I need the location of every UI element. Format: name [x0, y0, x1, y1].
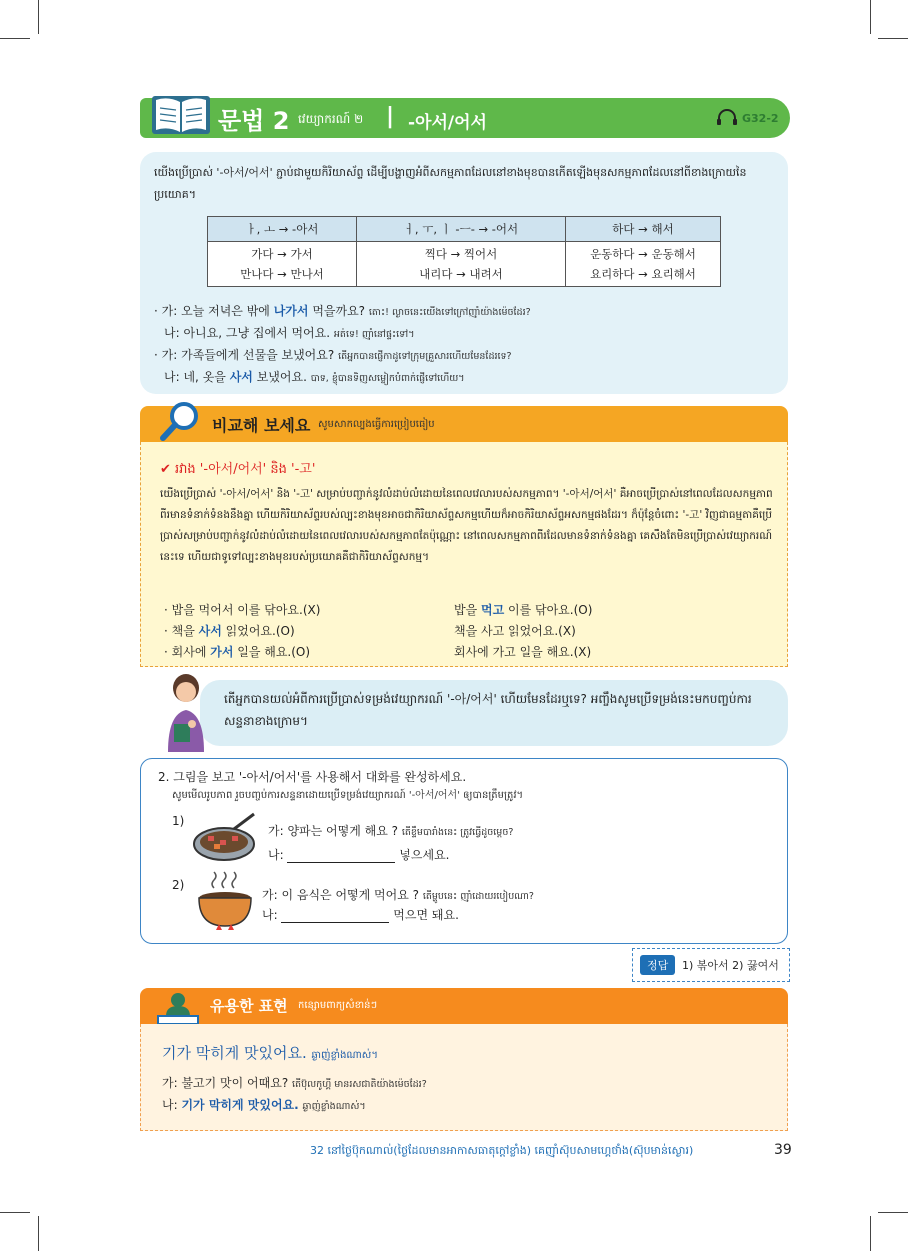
useful-answer: 나: 기가 막히게 맛있어요. ឆ្ងាញ់ខ្លាំងណាស់។ — [162, 1098, 366, 1112]
example-line: 나: 아니요, 그냥 집에서 먹어요. អត់ទេ! ញ៉ាំនៅផ្ទះទៅ។ — [164, 326, 415, 340]
book-icon — [150, 92, 212, 142]
example-line: · 가: 오늘 저녁은 밖에 나가서 먹을까요? តោះ! ល្ងាចនេះយើងទៅក្រៅញ៉ាំយ៉ាងម៉េចដែរ? — [154, 304, 531, 318]
check-understanding-text: តើអ្នកបានយល់អំពីការប្រើប្រាស់ទម្រង់វេយ្យាករណ៍ '-아/어서' ហើយមែនដែរឬទេ? អញ្ចឹងសូមប្រើទម្រង់នេះមកបញ្ចប់ការសន្ទនាខាងក្រោម។ — [224, 692, 752, 728]
lesson-footer: 32 នៅថ្ងៃប៊ុកណាល់(ថ្ងៃដែលមានអាកាសធាតុក្តៅខ្លាំង) គេញ៉ាំស៊ុបសាមហ្គេថាំង(ស៊ុបមាន់ស្ងោរ) — [310, 1144, 694, 1157]
table-header: ㅓ, ㅜ, ㅣ -ㅡ- → -어서 — [357, 217, 566, 242]
crop-mark — [870, 0, 871, 34]
example-line: 나: 네, 옷을 사서 보냈어요. បាទ, ខ្ញុំបានទិញសម្លៀកបំពាក់ផ្ញើទៅហើយ។ — [164, 370, 465, 384]
audio-track-label[interactable]: G32-2 — [742, 112, 779, 125]
compare-title: 비교해 보세요 — [212, 416, 311, 435]
answer-text: 1) 볶아서 2) 끓여서 — [682, 959, 779, 972]
answer-label: 정답 — [640, 955, 675, 975]
grammar-title: 문법 2 — [218, 107, 290, 135]
item-number: 2) — [172, 878, 185, 892]
example-line: · 회사에 가서 일을 해요.(O) — [164, 645, 311, 659]
answer-blank[interactable] — [287, 850, 395, 863]
teacher-avatar — [158, 672, 214, 756]
compare-right-examples — [454, 600, 592, 663]
header-separator: | — [386, 104, 395, 129]
compare-subtitle: ✔ រវាង '-아서/어서' និង '-고' — [160, 462, 316, 477]
conjugation-table — [207, 216, 721, 287]
magnifier-icon — [158, 400, 202, 448]
frying-pan-icon — [190, 810, 260, 870]
table-cell: 운동하다 → 운동해서 요리하다 → 요리해서 — [566, 242, 721, 287]
hot-pot-icon — [194, 868, 256, 942]
example-line: · 밥을 먹어서 이를 닦아요.(X) — [164, 603, 321, 617]
dialogue-question: 가: 이 음식은 어떻게 먹어요 ? តើម្ហូបនេះ ញ៉ាំដោយរបៀបណា? — [262, 888, 534, 902]
useful-phrase: 기가 막히게 맛있어요. ឆ្ងាញ់ខ្លាំងណាស់។ — [162, 1044, 378, 1062]
table-cell: 가다 → 가서 만나다 → 만나서 — [208, 242, 357, 287]
crop-mark — [0, 38, 30, 39]
dialogue-question: 가: 양파는 어떻게 해요 ? តើខ្ទឹមបារាំងនេះ ត្រូវធ្វើដូចម្តេច? — [268, 824, 514, 838]
useful-question: 가: 불고기 맛이 어때요? តើប៊ុលកូហ្គី មានរសជាតិយ៉ាងម៉េចដែរ? — [162, 1076, 427, 1090]
grammar-pattern: -아서/어서 — [408, 113, 487, 133]
example-line: · 가: 가족들에게 선물을 보냈어요? តើអ្នកបានផ្ញើកាដូទៅក្រុមគ្រួសារហើយមែនដែរទេ? — [154, 348, 512, 362]
compare-explanation: យើងប្រើប្រាស់ '-아서/어서' និង '-고' សម្រាប់បញ្ជាក់នូវលំដាប់លំដោយនៃពេលវេលារបស់សកម្មភាព។ '-아서/어서' គឺអាចប្រើប្រាស់នៅពេលដែលសកម្មភាពពីរមានទំនាក់ទំនងនឹងគ្នា ហើយកិរិយាស័ព្ទរបស់ល្បះខាងមុខអាចជាកិរិយាស័ព្ទសកម្មហើយក៏អាចកិរិយាស័ព្ទអសកម្មផងដែរ។ ក៏ប៉ុន្តែចំពោះ '-고' វិញជាធម្មតាគឺប្រើប្រាស់សម្រាប់បញ្ជាក់នូវលំដាប់លំដោយនៃពេលវេលារបស់សកម្មភាពតែប៉ុណ្ណោះ នៅពេលសកម្មភាពពីរដែលមានទំនាក់ទំនងគ្នា គេសឹងតែមិនប្រើប្រាស់វេយ្យាករណ៍នេះទេ ហើយជាទូទៅល្បះខាងមុខរបស់ប្រយោគគឺជាកិរិយាស័ព្ទសកម្ម។ — [160, 488, 773, 563]
headphones-icon[interactable] — [716, 108, 738, 130]
page-number: 39 — [774, 1142, 792, 1158]
crop-mark — [878, 1212, 908, 1213]
check-icon: ✔ — [160, 462, 171, 477]
example-line: 밥을 먹고 이를 닦아요.(O) — [454, 603, 593, 617]
compare-title-km: សូមសាកល្បងធ្វើការប្រៀបធៀប — [318, 419, 435, 430]
table-header: ㅏ, ㅗ → -아서 — [208, 217, 357, 242]
example-line: · 책을 사서 읽었어요.(O) — [164, 624, 295, 638]
table-cell: 찍다 → 찍어서 내리다 → 내려서 — [357, 242, 566, 287]
item-number: 1) — [172, 814, 185, 828]
example-line: 책을 사고 읽었어요.(X) — [454, 624, 576, 638]
answer-blank[interactable] — [281, 910, 389, 923]
grammar-explanation-text: យើងប្រើប្រាស់ '-아서/어서' ភ្ជាប់ជាមួយកិរិយាស័ព្ទ ដើម្បីបង្ហាញអំពីសកម្មភាពដែលនៅខាងមុខបានកើតឡើងមុនសកម្មភាពដែលនៅពីខាងក្រោយនៃប្រយោគ។ — [154, 166, 747, 201]
dialogue-answer: 나: 넣으세요. — [268, 848, 450, 862]
crop-mark — [870, 1216, 871, 1251]
exercise-prompt-km: សូមមើលរូបភាព រួចបញ្ចប់ការសន្ទនាដោយប្រើទម្រង់វេយ្យាករណ៍ '-아서/어서' ឲ្យបានត្រឹមត្រូវ។ — [172, 790, 524, 801]
example-dialogues — [154, 302, 774, 390]
crop-mark — [0, 1212, 30, 1213]
useful-title: 유용한 표현 — [210, 997, 288, 1015]
exercise-prompt: 2. 그림을 보고 '-아서/어서'를 사용해서 대화를 완성하세요. — [158, 770, 467, 784]
compare-left-examples — [164, 600, 320, 663]
dialogue-answer: 나: 먹으면 돼요. — [262, 908, 459, 922]
crop-mark — [38, 1216, 39, 1251]
crop-mark — [878, 38, 908, 39]
useful-title-km: កន្សោមពាក្យសំខាន់ៗ — [298, 1000, 378, 1011]
example-line: 회사에 가고 일을 해요.(X) — [454, 645, 592, 659]
grammar-title-km: វេយ្យាករណ៍ ២ — [298, 112, 364, 126]
crop-mark — [38, 0, 39, 34]
table-header: 하다 → 해서 — [566, 217, 721, 242]
